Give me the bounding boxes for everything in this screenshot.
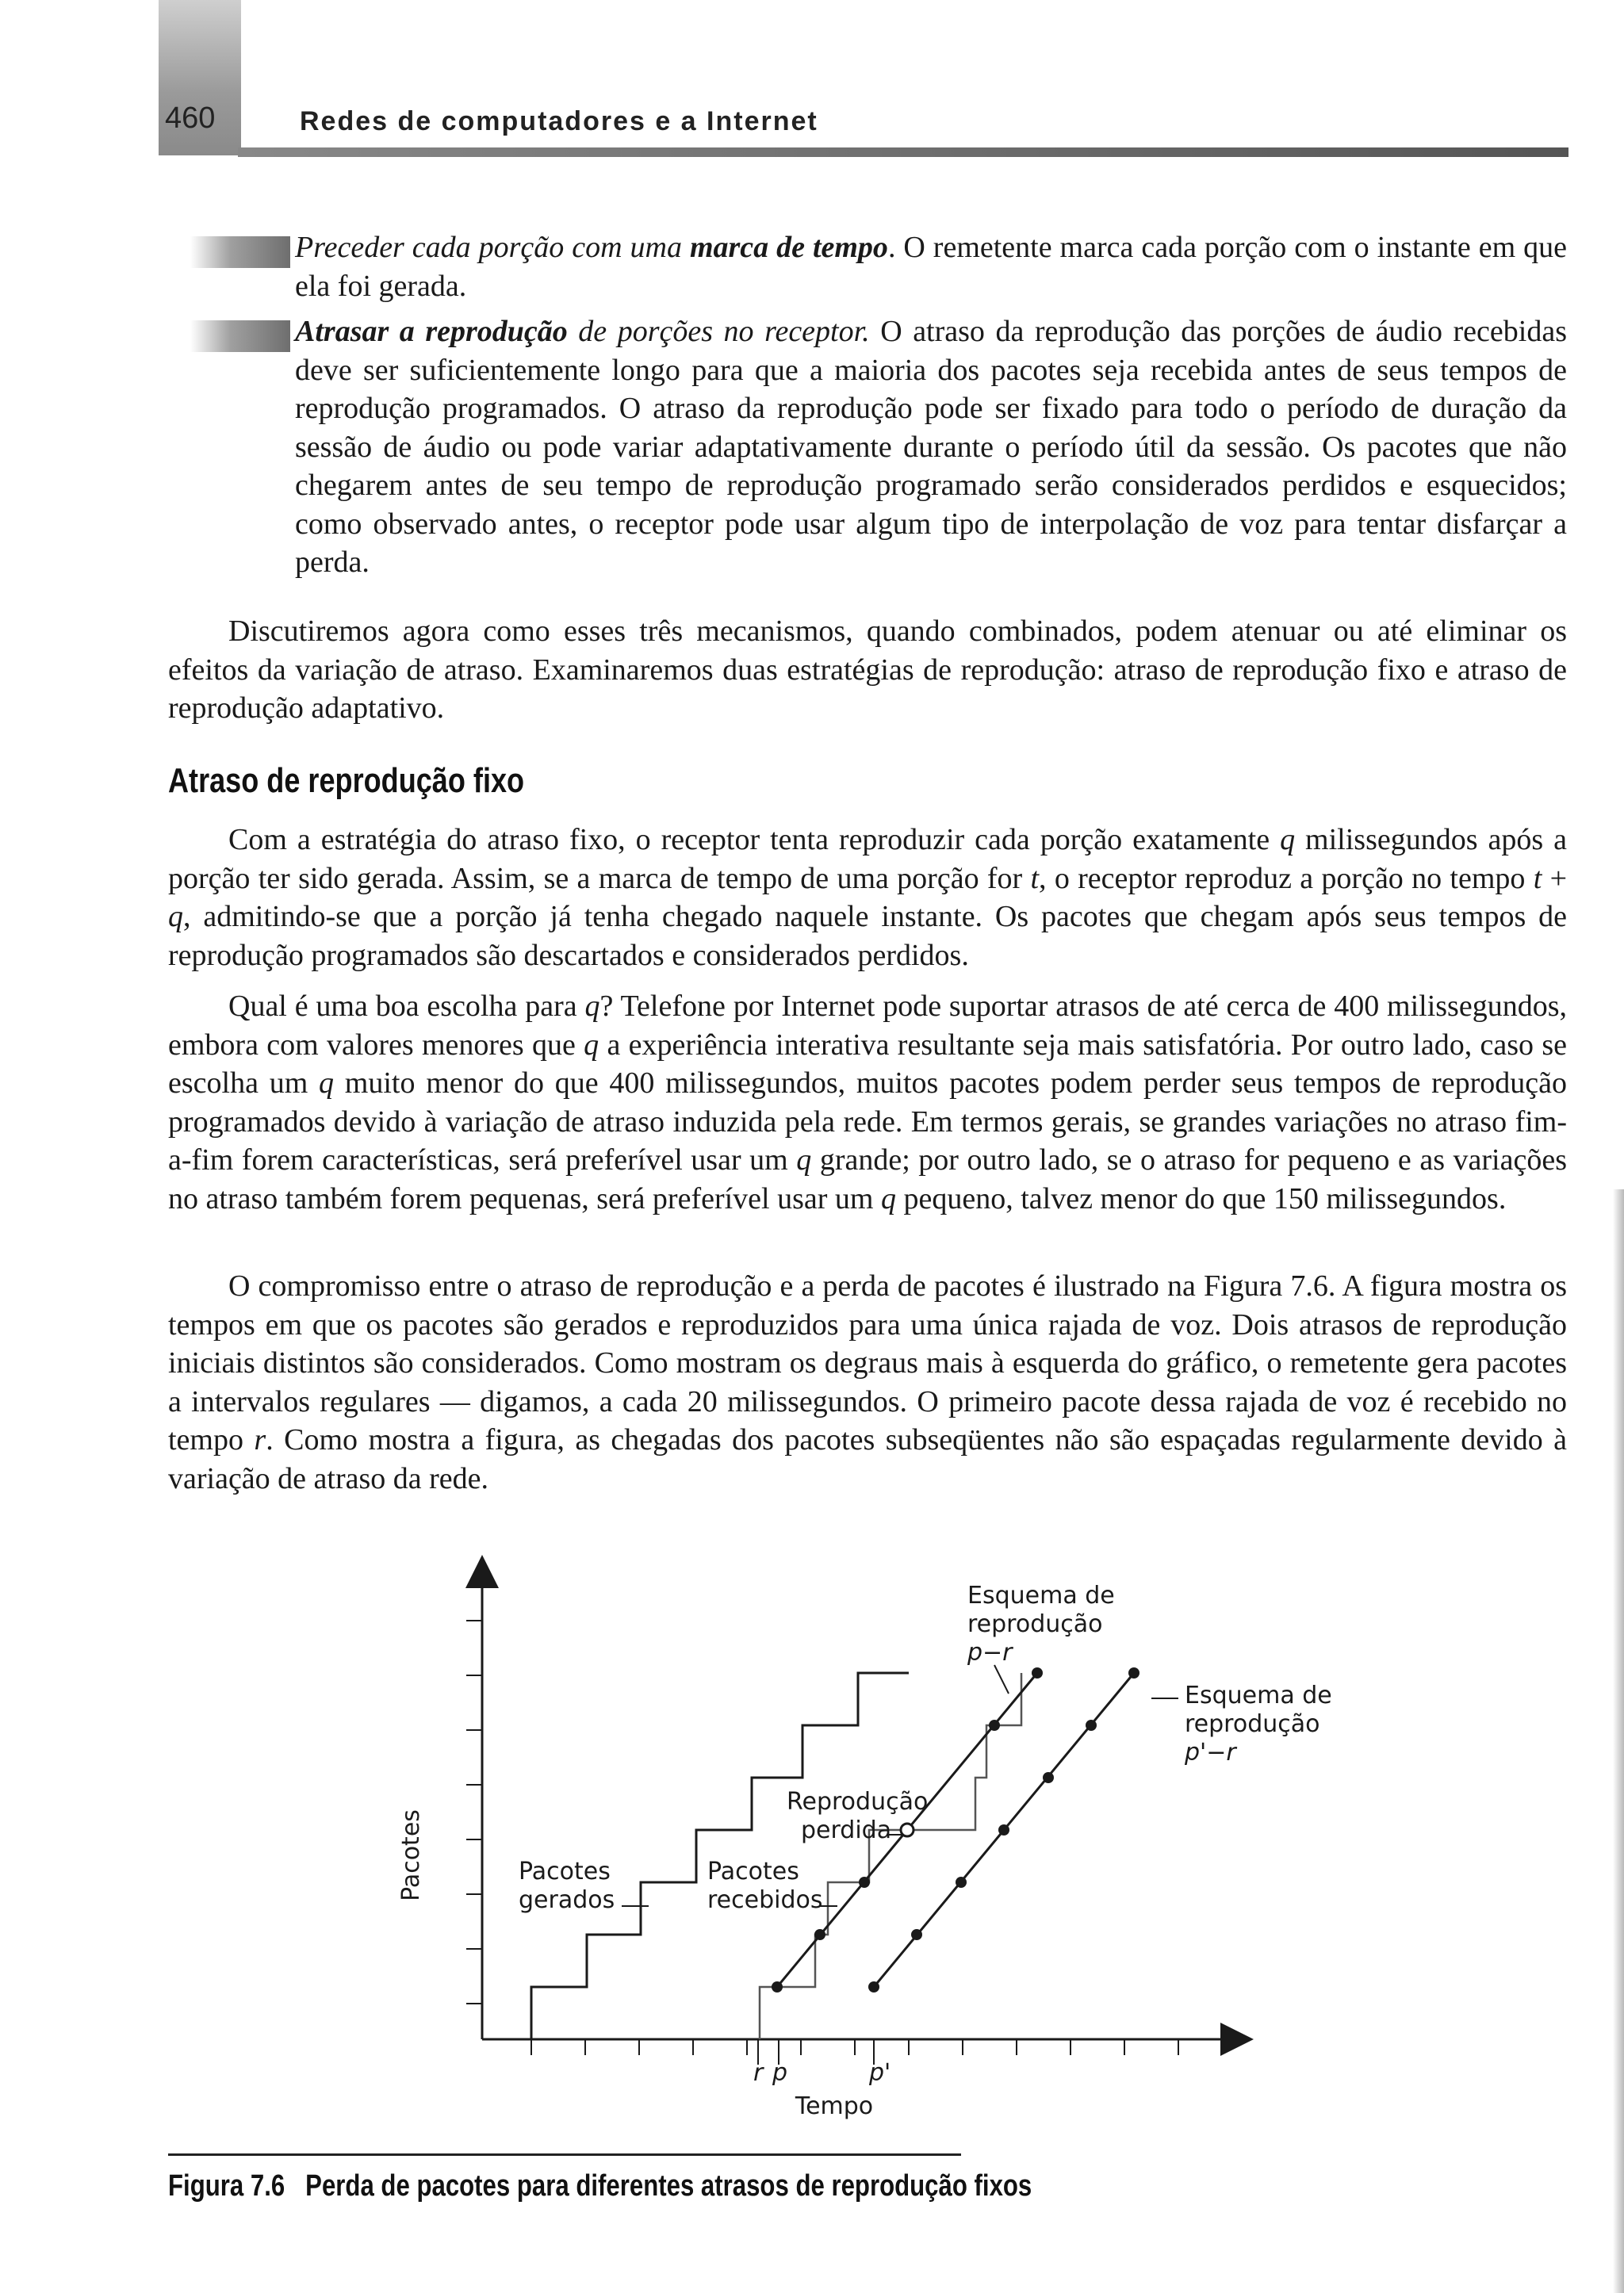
var-q: q xyxy=(584,990,600,1023)
bullet-term: Preceder cada porção com uma xyxy=(295,231,682,264)
text-run: O compromisso entre o atraso de reprodução e a perda de pacotes é ilustrado na Figura 7.6. A figura mostra os tempos em que os pacotes são gerados e reproduzidos para uma única rajada de voz. Dois atrasos de reprodução iniciais distintos são considerados. Como mostram os degraus mais à esquerda do gráfico, o remetente gera pacotes a intervalos regulares — digamos, a cada 20 milissegundos. O primeiro pacote dessa rajada de voz é recebido no tempo xyxy=(168,1269,1567,1457)
bullet-marker xyxy=(190,236,290,268)
tick-label-p: p xyxy=(772,2059,788,2087)
text-run: Qual é uma boa escolha para xyxy=(228,990,585,1023)
bullet-term: de porções no receptor. xyxy=(567,315,870,348)
var-q: q xyxy=(880,1181,896,1215)
label-schedule-p: Esquema de xyxy=(967,1582,1115,1610)
label-schedule-p: reprodução xyxy=(967,1610,1103,1638)
var-q: q xyxy=(319,1066,335,1100)
paragraph-tradeoff xyxy=(168,1267,1567,1498)
label-schedule-p: p−r xyxy=(967,1639,1013,1667)
var-q: q xyxy=(796,1143,812,1177)
figure-caption xyxy=(168,2169,1032,2203)
label-schedule-pprime: reprodução xyxy=(1185,1710,1320,1738)
label-lost: Reprodução xyxy=(787,1788,929,1816)
y-ticks xyxy=(466,1621,482,2004)
text-run: pequeno, talvez menor do que 150 milissegundos. xyxy=(895,1181,1507,1215)
var-q: q xyxy=(584,1028,599,1062)
text-run: . Como mostra a figura, as chegadas dos pacotes subseqüentes não são espaçadas regularmente devido à variação de atraso da rede. xyxy=(168,1423,1568,1495)
var-q: q xyxy=(1280,823,1296,856)
text-run: muito menor do que 400 milissegundos, muitos pacotes podem perder seus tempos de reprodução programados devido à variação de atraso induzida pela rede. Em termos gerais, se grandes variações no atraso fim-a-fim forem características, será preferível usar um xyxy=(168,1066,1567,1177)
leader-lines xyxy=(622,1665,1178,1906)
text-run: grande; por outro lado, se o atraso for pequeno e as variações no atraso também forem pequenas, será preferível usar um xyxy=(168,1143,1567,1215)
text-run: milissegundos após a porção ter sido gerada. Assim, se a marca de tempo de uma porção for xyxy=(168,823,1567,895)
running-title: Redes de computadores e a Internet xyxy=(300,106,818,136)
text-run: , o receptor reproduz a porção no tempo xyxy=(1039,861,1534,895)
lost-playout-point xyxy=(901,1824,914,1836)
tick-label-pprime: p' xyxy=(869,2059,891,2087)
var-t: t xyxy=(1533,861,1542,895)
label-lost: perdida xyxy=(801,1816,892,1844)
bullet-term-bold: Atrasar a reprodução xyxy=(295,315,568,348)
label-schedule-pprime: p'−r xyxy=(1185,1739,1236,1767)
header-rule xyxy=(238,147,1568,157)
figure-7-6 xyxy=(333,1554,1348,2125)
section-title: Atraso de reprodução fixo xyxy=(168,761,525,800)
y-axis-label: Pacotes xyxy=(397,1809,425,1901)
page-number: 460 xyxy=(165,101,216,135)
var-t: t xyxy=(1030,861,1040,895)
text-run: , admitindo-se que a porção já tenha chegado naquele instante. Os pacotes que chegam após seus tempos de reprodução programados são descartados e considerados perdidos. xyxy=(168,900,1567,972)
bullet-delay xyxy=(295,312,1567,582)
x-ticks xyxy=(531,2039,1178,2065)
label-generated: Pacotes xyxy=(519,1858,611,1885)
text-run: + xyxy=(1542,861,1567,895)
var-q: q xyxy=(168,900,183,933)
text-run: Com a estratégia do atraso fixo, o receptor tenta reproduzir cada porção exatamente xyxy=(228,823,1281,856)
caption-text: Perda de pacotes para diferentes atrasos de reprodução fixos xyxy=(305,2169,1032,2203)
caption-rule xyxy=(168,2153,961,2156)
paragraph-fixed-delay xyxy=(168,821,1567,974)
bullet-marker xyxy=(190,320,290,352)
bullet-timestamp xyxy=(295,228,1567,305)
paragraph-intro: Discutiremos agora como esses três mecanismos, quando combinados, podem atenuar ou até eliminar os efeitos da variação de atraso. Examinaremos duas estratégias de reprodução: atraso de reprodução fixo e atraso de reprodução adaptativo. xyxy=(168,614,1567,725)
x-axis-label: Tempo xyxy=(795,2092,874,2120)
paragraph-choice-q xyxy=(168,987,1567,1218)
scan-edge xyxy=(1613,1189,1624,2293)
text-run: ? Telefone por Internet pode suportar atrasos de até cerca de 400 milissegundos, embora com valores menores que xyxy=(168,990,1567,1062)
label-schedule-pprime: Esquema de xyxy=(1185,1682,1332,1709)
label-generated: gerados xyxy=(519,1886,615,1914)
bullet-term-bold: marca de tempo xyxy=(689,231,888,264)
generated-packets-staircase xyxy=(531,1673,909,2039)
label-received: Pacotes xyxy=(707,1858,799,1885)
label-received: recebidos xyxy=(707,1886,823,1914)
bullet-body: . O remetente marca cada porção com o instante em que ela foi gerada. xyxy=(295,231,1568,303)
var-r: r xyxy=(254,1423,266,1457)
caption-label: Figura 7.6 xyxy=(168,2169,285,2203)
text-run: a experiência interativa resultante seja mais satisfatória. Por outro lado, caso se escolha um xyxy=(168,1028,1568,1100)
bullet-body: O atraso da reprodução das porções de áudio recebidas deve ser suficientemente longo para que a maioria dos pacotes seja recebida antes de seus tempos de reprodução programados. O atraso da reprodução pode ser fixado para todo o período de duração da sessão de áudio ou pode variar adaptativamente durante o período útil da sessão. Os pacotes que não chegarem antes de seu tempo de reprodução programado serão considerados perdidos e esquecidos; como observado antes, o receptor pode usar algum tipo de interpolação de voz para tentar disfarçar a perda. xyxy=(295,315,1567,579)
tick-label-r: r xyxy=(753,2059,764,2087)
